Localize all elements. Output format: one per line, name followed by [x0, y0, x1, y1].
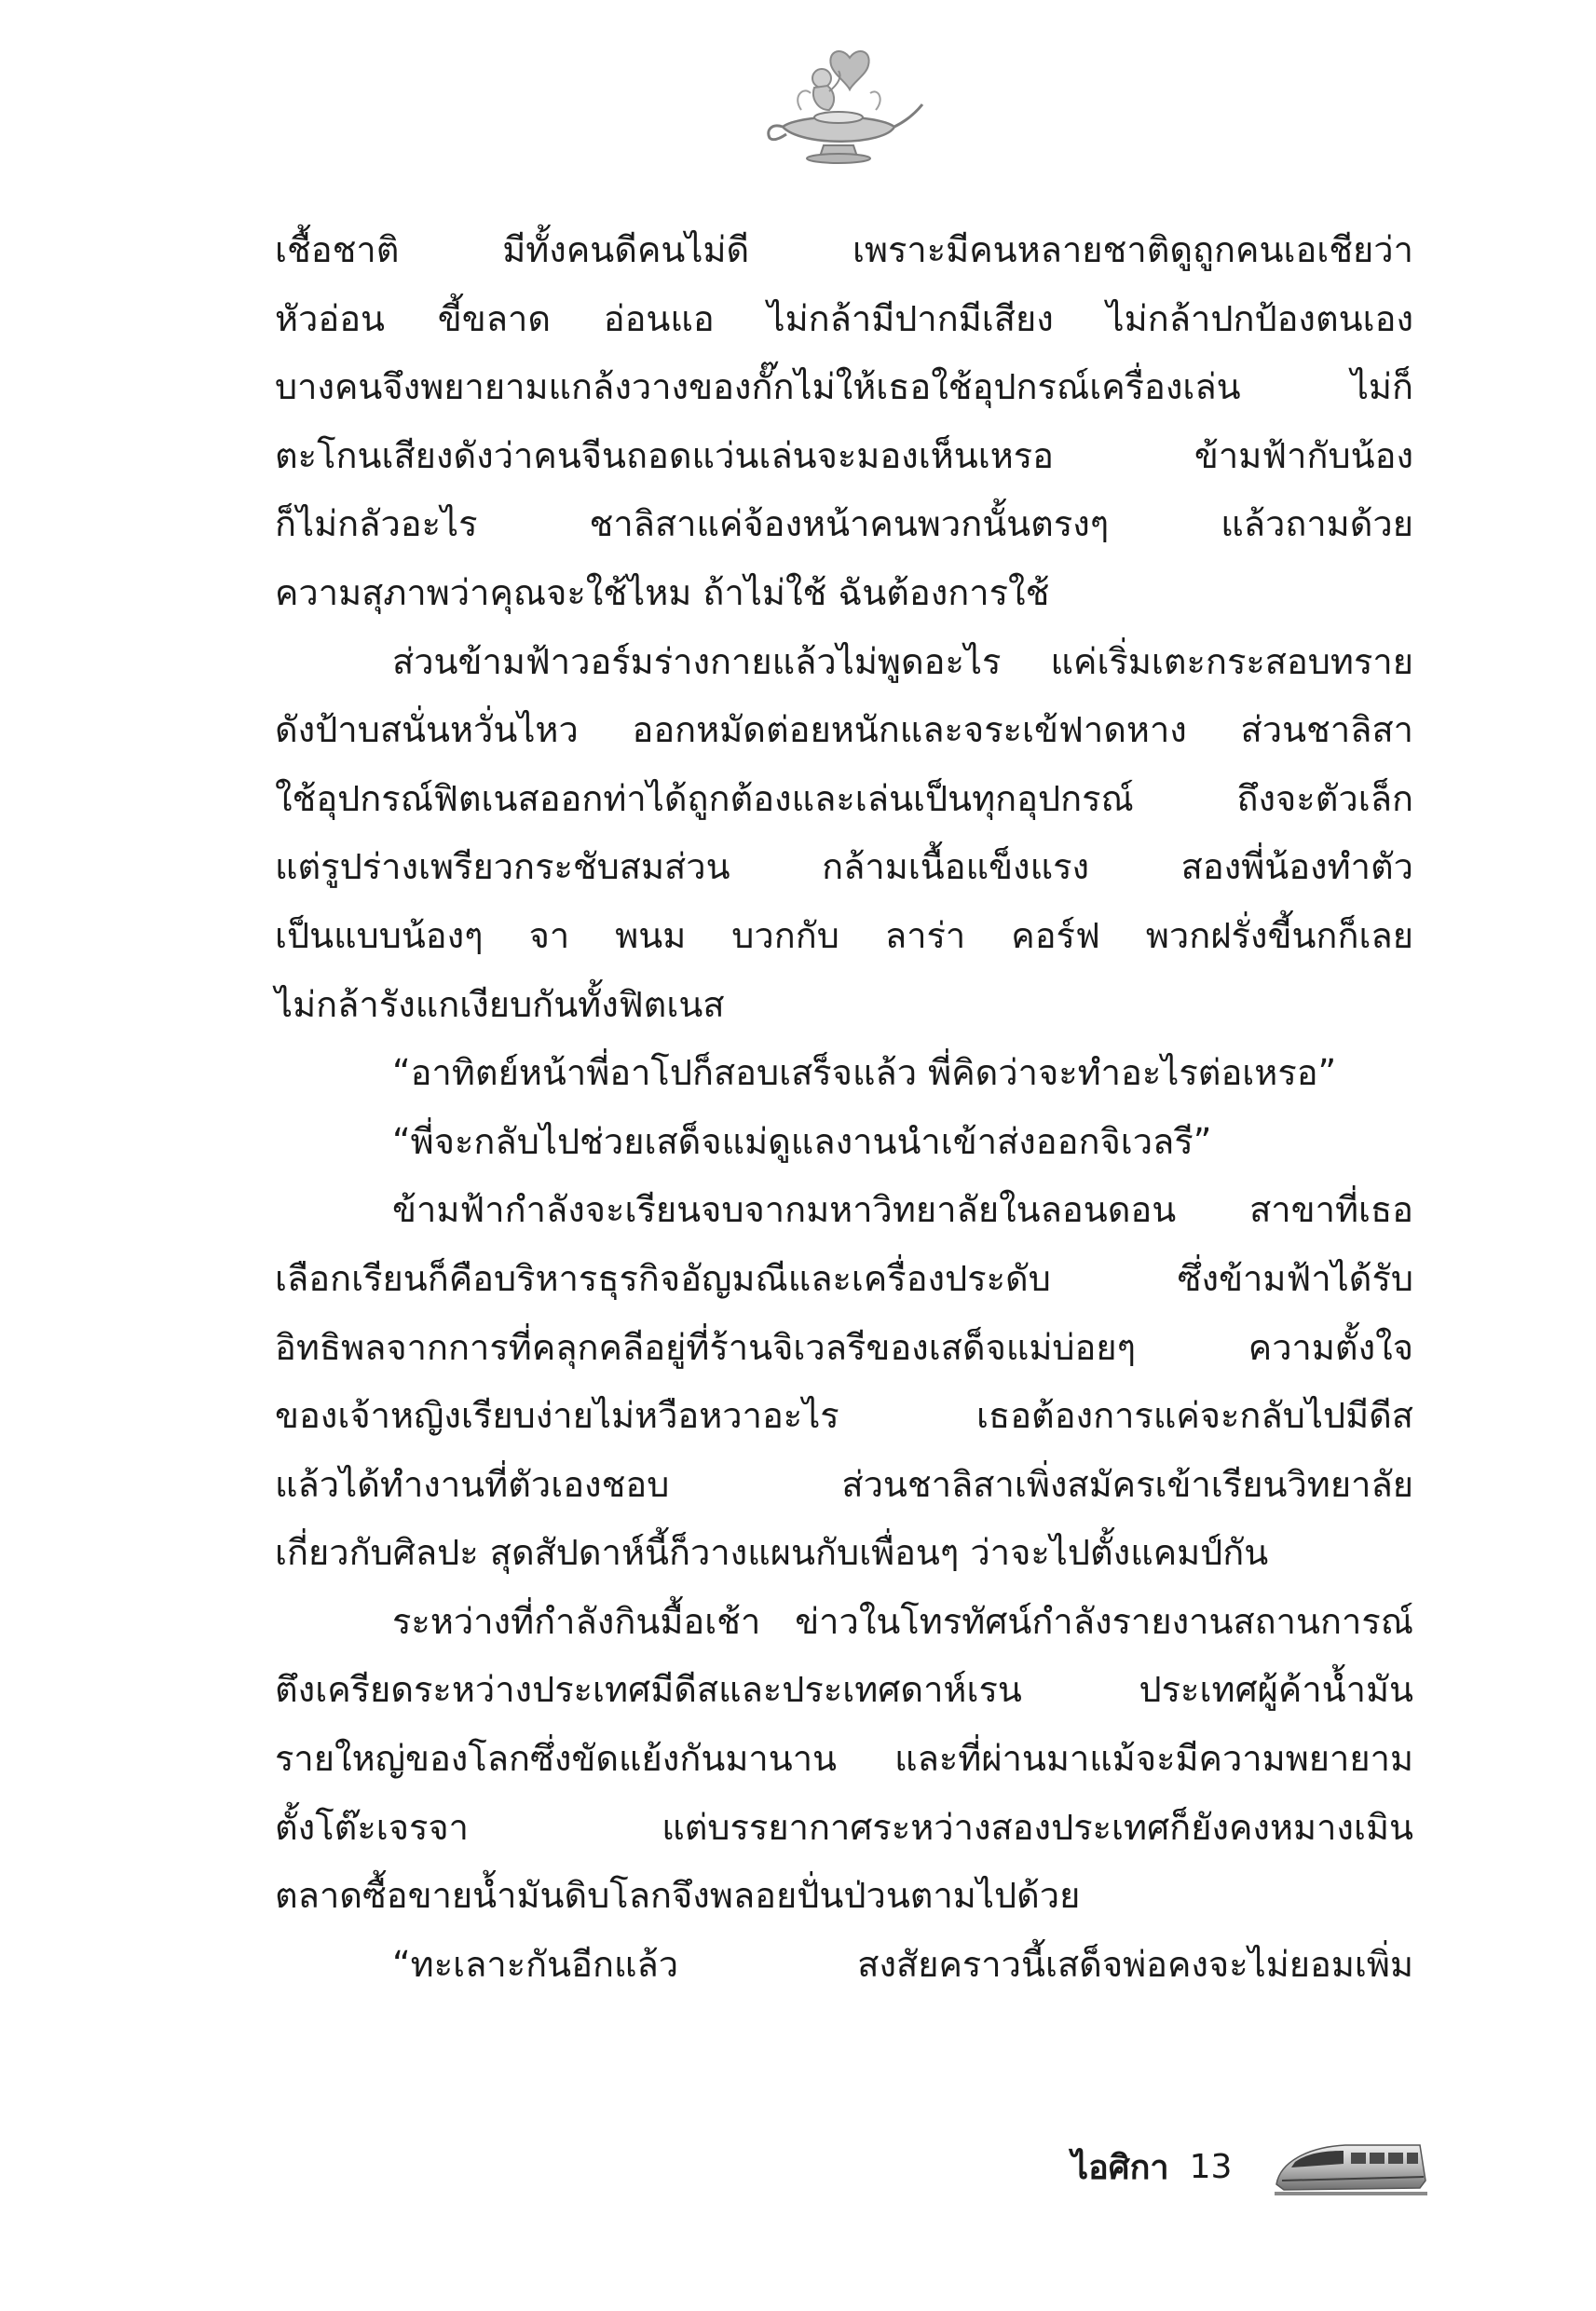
text-line: ตลาดซื้อขายน้ำมันดิบโลกจึงพลอยปั่นป่วนตามไปด้วย [275, 1875, 1081, 1917]
text-line: เชื้อชาติ มีทั้งคนดีคนไม่ดี เพราะมีคนหลายชาติดูถูกคนเอเชียว่า [275, 229, 1413, 270]
body-text [275, 216, 1413, 1999]
footer-book-title: ไอศิกา [1071, 2148, 1169, 2187]
text-line: แล้วได้ทำงานที่ตัวเองชอบ ส่วนชาลิสาเพิ่งสมัครเข้าเรียนวิทยาลัย [275, 1463, 1413, 1505]
text-line: เลือกเรียนก็คือบริหารธุรกิจอัญมณีและเครื่องประดับ ซึ่งข้ามฟ้าได้รับ [275, 1257, 1413, 1299]
text-line: ใช้อุปกรณ์ฟิตเนสออกท่าได้ถูกต้องและเล่นเป็นทุกอุปกรณ์ ถึงจะตัวเล็ก [275, 777, 1413, 819]
text-line: ตะโกนเสียงดังว่าคนจีนถอดแว่นเล่นจะมองเห็นเหรอ ข้ามฟ้ากับน้อง [275, 434, 1413, 476]
text-line: ความสุภาพว่าคุณจะใช้ไหม ถ้าไม่ใช้ ฉันต้องการใช้ [275, 571, 1050, 613]
text-line: เกี่ยวกับศิลปะ สุดสัปดาห์นี้ก็วางแผนกับเพื่อนๆ ว่าจะไปตั้งแคมป์กัน [275, 1532, 1269, 1574]
text-line: “ทะเลาะกันอีกแล้ว สงสัยคราวนี้เสด็จพ่อคงจะไม่ยอมเพิ่ม [392, 1943, 1413, 1985]
text-line: ของเจ้าหญิงเรียบง่ายไม่หวือหวาอะไร เธอต้องการแค่จะกลับไปมีดีส [275, 1395, 1413, 1437]
text-line: เป็นแบบน้องๆ จา พนม บวกกับ ลาร่า คอร์ฟ พวกฝรั่งขี้นกก็เลย [275, 914, 1413, 956]
text-line: ส่วนข้ามฟ้าวอร์มร่างกายแล้วไม่พูดอะไร แค่เริ่มเตะกระสอบทราย [392, 640, 1413, 682]
text-line: ตึงเครียดระหว่างประเทศมีดีสและประเทศดาห์เรน ประเทศผู้ค้าน้ำมัน [275, 1669, 1413, 1711]
page-number: 13 [1189, 2147, 1233, 2186]
text-line: ไม่กล้ารังแกเงียบกันทั้งฟิตเนส [275, 983, 725, 1025]
text-line: ข้ามฟ้ากำลังจะเรียนจบจากมหาวิทยาลัยในลอนดอน สาขาที่เธอ [392, 1189, 1413, 1231]
text-line: “อาทิตย์หน้าพี่อาโปก็สอบเสร็จแล้ว พี่คิดว่าจะทำอะไรต่อเหรอ” [392, 1052, 1337, 1094]
text-line: แต่รูปร่างเพรียวกระชับสมส่วน กล้ามเนื้อแข็งแรง สองพี่น้องทำตัว [275, 846, 1413, 888]
text-line: “พี่จะกลับไปช่วยเสด็จแม่ดูแลงานนำเข้าส่งออกจิเวลรี” [392, 1120, 1212, 1162]
genie-lamp-with-heart-icon [745, 37, 932, 168]
text-line: อิทธิพลจากการที่คลุกคลีอยู่ที่ร้านจิเวลรีของเสด็จแม่บ่อยๆ ความตั้งใจ [275, 1326, 1413, 1368]
text-line: รายใหญ่ของโลกซึ่งขัดแย้งกันมานาน และที่ผ่านมาแม้จะมีความพยายาม [275, 1738, 1413, 1780]
text-line: หัวอ่อน ขี้ขลาด อ่อนแอ ไม่กล้ามีปากมีเสียง ไม่กล้าปกป้องตนเอง [275, 297, 1413, 339]
page-footer [1071, 2134, 1429, 2199]
high-speed-train-icon [1271, 2134, 1429, 2199]
text-line: ก็ไม่กลัวอะไร ชาลิสาแค่จ้องหน้าคนพวกนั้นตรงๆ แล้วถามด้วย [275, 503, 1413, 545]
text-line: บางคนจึงพยายามแกล้งวางของกั๊กไม่ให้เธอใช้อุปกรณ์เครื่องเล่น ไม่ก็ [275, 366, 1413, 408]
text-line: ดังป้าบสนั่นหวั่นไหว ออกหมัดต่อยหนักและจระเข้ฟาดหาง ส่วนชาลิสา [275, 709, 1413, 751]
text-line: ระหว่างที่กำลังกินมื้อเช้า ข่าวในโทรทัศน์กำลังรายงานสถานการณ์ [392, 1600, 1413, 1642]
text-line: ตั้งโต๊ะเจรจา แต่บรรยากาศระหว่างสองประเทศก็ยังคงหมางเมิน [275, 1806, 1413, 1848]
